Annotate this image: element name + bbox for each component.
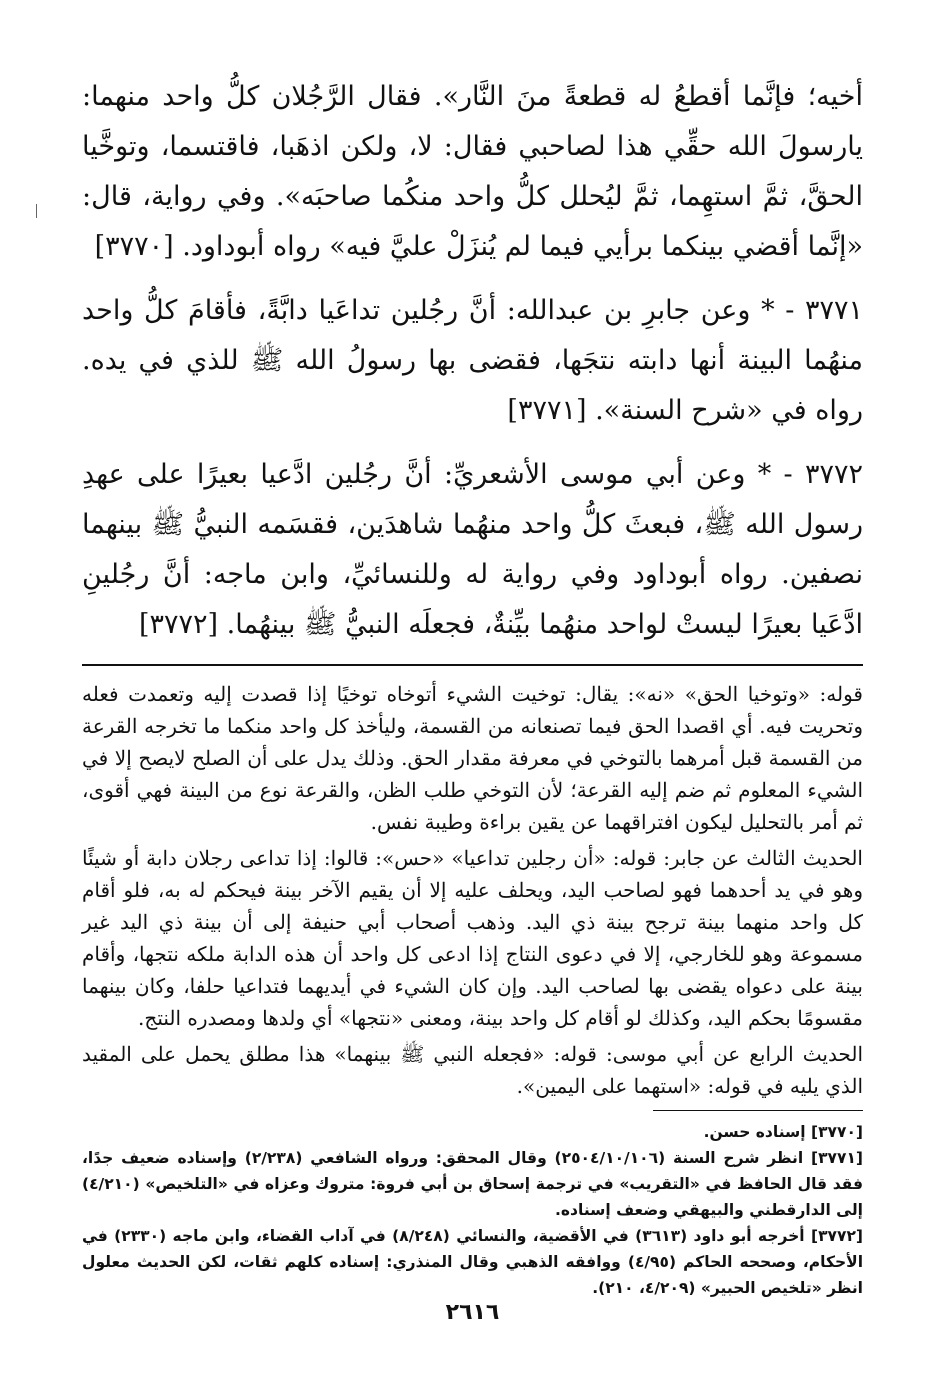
- margin-mark: [36, 204, 37, 218]
- commentary: [82, 678, 863, 1102]
- hadith-paragraph: أخيه؛ فإنَّما أقطعُ له قطعةً منَ النَّار». فقال الرَّجُلان كلُّ واحد منهما: يارسولَ الله حقِّي هذا لصاحبي فقال: لا، ولكن اذهَبا، فاقتسما، وتوخَّيا الحقَّ، ثمَّ استهِما، ثمَّ ليُحلل كلُّ واحد منكُما صاحبَه». وفي رواية، قال: «إنَّما أقضي بينكما برأيي فيما لم يُنزَلْ عليَّ فيه» رواه أبوداود. [٣٧٧٠]: [82, 81, 863, 262]
- footnote-divider: [653, 1110, 863, 1111]
- footnote: [٣٧٧٠] إسناده حسن.: [703, 1123, 863, 1141]
- footnote: [٣٧٧٢] أخرجه أبو داود (٣٦١٣) في الأقضية، والنسائي (٨/٢٤٨) في آداب القضاء، وابن ماجه (٢٣٣٠) في الأحكام، وصححه الحاكم (٤/٩٥) ووافقه الذهبي وقال المنذري: إسناده كلهم ثقات، لكن الحديث معلول انظر «تلخيص الحبير» (٤/٢٠٩، ٢١٠).: [82, 1227, 864, 1297]
- commentary-paragraph: الحديث الرابع عن أبي موسى: قوله: «فجعله النبي ﷺ بينهما» هذا مطلق يحمل على المقيد الذي يليه في قوله: «استهما على اليمين».: [82, 1042, 863, 1098]
- footnote: [٣٧٧١] انظر شرح السنة (٢٥٠٤/١٠/١٠٦) وقال المحقق: ورواه الشافعي (٢/٢٣٨) وإسناده ضعيف جدًا، فقد قال الحافظ في «التقريب» في ترجمة إسحاق بن أبي فروة: متروك وعزاه في «التلخيص» (٤/٢١٠) إلى الدارقطني والبيهقي وضعف إسناده.: [82, 1149, 863, 1219]
- commentary-paragraph: الحديث الثالث عن جابر: قوله: «أن رجلين تداعيا» «حس»: قالوا: إذا تداعى رجلان دابة أو شيئًا وهو في يد أحدهما فهو لصاحب اليد، ويحلف عليه إلا أن يقيم الآخر بينة فيحكم له به، فلو أقام كل واحد منهما بينة ترجح بينة ذي اليد. وذهب أصحاب أبي حنيفة إلى أن بينة ذي اليد غير مسموعة وهو للخارجي، إلا في دعوى النتاج إذا ادعى كل واحد أن هذه الدابة ملكه نتجها، وأقام بينة على دعواه يقضى بها لصاحب اليد. وإن كان الشيء في أيديهما فتداعيا حلفا، وكان بينهما مقسومًا بحكم اليد، وكذلك لو أقام كل واحد بينة، ومعنى «نتجها» أي ولدها ومصدره النتج.: [82, 846, 863, 1030]
- hadith-paragraph: ٣٧٧٢ - * وعن أبي موسى الأشعريِّ: أنَّ رجُلين ادَّعيا بعيرًا على عهدِ رسول الله ﷺ، فبعثَ كلُّ واحد منهُما شاهدَين، فقسَمه النبيُّ ﷺ بينهما نصفين. رواه أبوداود وفي رواية له وللنسائيِّ، وابن ماجه: أنَّ رجُلينِ ادَّعَيا بعيرًا ليستْ لواحد منهُما بيِّنةٌ، فجعلَه النبيُّ ﷺ بينهُما. [٣٧٧٢]: [82, 459, 863, 640]
- footnotes: [82, 1110, 863, 1301]
- section-divider: [82, 664, 863, 666]
- page-number: ٢٦١٦: [445, 1300, 500, 1325]
- hadith-paragraph: ٣٧٧١ - * وعن جابرِ بن عبدالله: أنَّ رجُلين تداعَيا دابَّةً، فأقامَ كلُّ واحد منهُما البينة أنها دابته نتجَها، فقضى بها رسولُ الله ﷺ للذي في يده. رواه في «شرح السنة». [٣٧٧١]: [82, 295, 863, 426]
- hadith-text: [82, 72, 863, 650]
- commentary-paragraph: قوله: «وتوخيا الحق» «نه»: يقال: توخيت الشيء أتوخاه توخيًا إذا قصدت إليه وتعمدت فعله وتحريت فيه. أي اقصدا الحق فيما تصنعانه من القسمة، وليأخذ كل واحد منكما ما تخرجه القرعة من القسمة قبل أمرهما بالتوخي في معرفة مقدار الحق. وذلك يدل على أن الصلح لايصح إلا في الشيء المعلوم ثم ضم إليه القرعة؛ لأن التوخي طلب الظن، والقرعة نوع من البينة فهي أقوى، ثم أمر بالتحليل ليكون افتراقهما عن يقين براءة وطيبة نفس.: [82, 682, 863, 834]
